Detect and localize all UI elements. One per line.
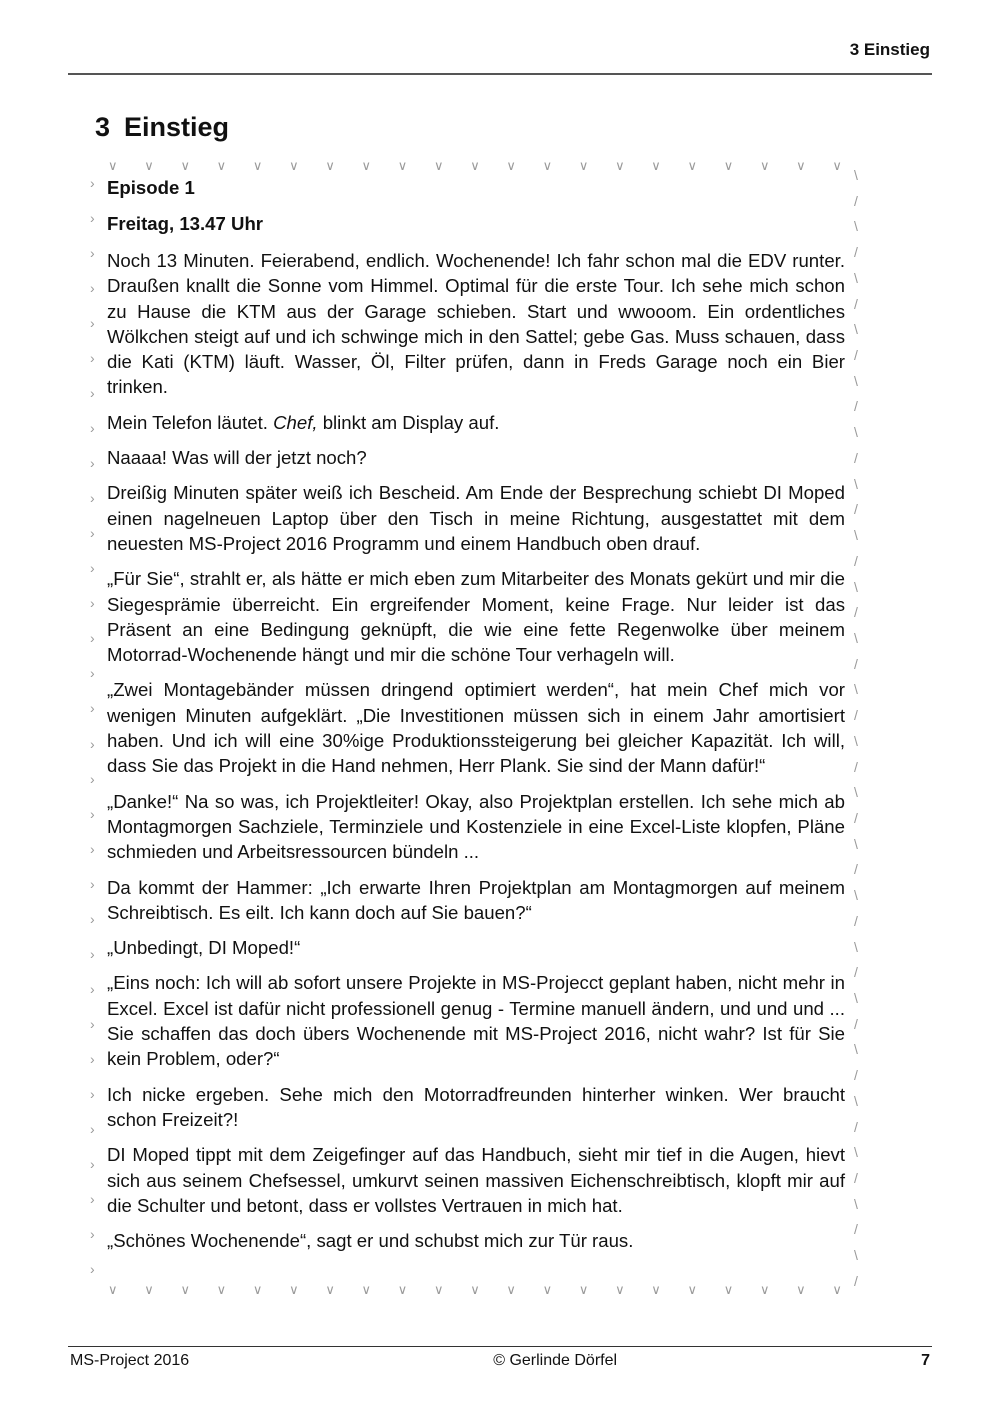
- chevron-icon: ∨: [723, 1282, 734, 1297]
- chevron-icon: ∨: [325, 1282, 335, 1297]
- page-number: 7: [921, 1352, 930, 1369]
- chevron-icon: ∨: [578, 158, 589, 173]
- chevron-icon: \: [854, 1144, 858, 1161]
- chevron-icon: ›: [90, 525, 95, 542]
- chevron-icon: ›: [90, 735, 95, 752]
- chevron-icon: ∨: [796, 158, 806, 173]
- paragraph: Da kommt der Hammer: „Ich erwarte Ihren Projektplan am Montagmorgen auf meinem Schreibtisch. Es eilt. Ich kann doch auf Sie bauen?“: [107, 876, 845, 923]
- chevron-icon: ›: [90, 1190, 95, 1207]
- chevron-icon: /: [854, 501, 858, 518]
- chevron-icon: ∨: [759, 1282, 770, 1297]
- chevron-border-left: [90, 176, 104, 1276]
- episode-box: [90, 158, 860, 1298]
- chevron-icon: \: [854, 321, 858, 338]
- chevron-icon: \: [854, 1092, 858, 1109]
- chevron-icon: /: [854, 655, 858, 672]
- chevron-icon: ›: [90, 1260, 95, 1277]
- chevron-icon: \: [854, 269, 858, 286]
- chevron-icon: ∨: [542, 1282, 553, 1297]
- chevron-icon: ∨: [542, 158, 553, 173]
- chevron-icon: ›: [90, 1155, 95, 1172]
- chevron-icon: ∨: [108, 158, 118, 173]
- chevron-icon: /: [854, 1015, 858, 1032]
- chevron-icon: ∨: [108, 1282, 118, 1297]
- chapter-name: Einstieg: [124, 112, 230, 142]
- chevron-icon: /: [854, 861, 858, 878]
- chevron-icon: /: [854, 809, 858, 826]
- chevron-icon: ∨: [832, 158, 842, 173]
- chevron-icon: \: [854, 1041, 858, 1058]
- chevron-icon: ∨: [723, 158, 734, 173]
- chevron-icon: ›: [90, 350, 95, 367]
- chevron-border-right: [854, 168, 868, 1288]
- paragraph: „Unbedingt, DI Moped!“: [107, 937, 301, 959]
- chevron-icon: ∨: [651, 158, 661, 173]
- chevron-icon: ›: [90, 455, 95, 472]
- chevron-icon: \: [854, 1247, 858, 1264]
- chevron-icon: ›: [90, 945, 95, 962]
- chevron-icon: /: [854, 1170, 858, 1187]
- chevron-icon: ∨: [796, 1282, 806, 1297]
- chevron-icon: ∨: [216, 1282, 227, 1297]
- footer-copyright: © Gerlinde Dörfel: [493, 1352, 618, 1369]
- chevron-icon: \: [854, 372, 858, 389]
- chevron-icon: \: [854, 578, 858, 595]
- chevron-icon: ›: [90, 1050, 95, 1067]
- chevron-icon: ›: [90, 910, 95, 927]
- paragraph: „Danke!“ Na so was, ich Projektleiter! Okay, also Projektplan erstellen. Ich sehe mich ab Montagmorgen Sachziele, Terminziele und Kostenziele in eine Excel-Liste klopfen, Pläne schmieden und Arbeitsressourcen bündeln ...: [107, 790, 845, 863]
- chevron-icon: ∨: [325, 158, 335, 173]
- chevron-icon: \: [854, 475, 858, 492]
- chevron-icon: ∨: [144, 1282, 154, 1297]
- chevron-border-bottom: [108, 1282, 842, 1298]
- chevron-icon: ∨: [832, 1282, 842, 1297]
- chapter-number: 3: [95, 112, 111, 142]
- chevron-icon: /: [854, 912, 858, 929]
- paragraph: „Für Sie“, strahlt er, als hätte er mich eben zum Mitarbeiter des Monats gekürt und mir die Siegesprämie überreicht. Ein ergreifender Moment, keine Frage. Nur leider ist das Präsent an eine Bedingung geknüpft, die wie eine fette Regenwolke über meinem Motorrad-Wochenende hängt und mir die schöne Tour verhageln will.: [107, 568, 845, 666]
- chevron-icon: /: [854, 398, 858, 415]
- chevron-icon: ∨: [144, 158, 154, 173]
- chevron-icon: ›: [90, 175, 95, 191]
- chevron-icon: \: [854, 732, 858, 749]
- paragraph: Noch 13 Minuten. Feierabend, endlich. Wochenende! Ich fahr schon mal die EDV runter. Draußen knallt die Sonne vom Himmel. Optimal für die erste Tour. Ich sehe mich schon zu Hause die KTM aus der Garage schieben. Start und wwooom. Ein ordentliches Wölkchen steigt auf und ich schwinge mich in den Sattel; gebe Gas. Muss schauen, dass die Kati (KTM) läuft. Wasser, Öl, Filter prüfen, dann in Freds Garage noch ein Bier trinken.: [107, 250, 845, 398]
- chevron-icon: \: [854, 835, 858, 852]
- chevron-icon: ›: [90, 315, 95, 332]
- chevron-icon: ›: [90, 1225, 95, 1242]
- chevron-icon: \: [854, 938, 858, 955]
- chevron-icon: /: [854, 707, 858, 724]
- chevron-icon: ›: [90, 560, 95, 577]
- chevron-icon: /: [854, 552, 858, 569]
- chevron-icon: /: [854, 295, 858, 312]
- paragraph: „Zwei Montagebänder müssen dringend optimiert werden“, hat mein Chef mich vor wenigen Minuten aufgeklärt. „Die Investitionen müssen sich in einem Jahr amortisiert haben. Und ich will eine 30%ige Produktionssteigerung bei gleicher Kapazität. Ich will, dass Sie das Projekt in die Hand nehmen, Herr Plank. Sie sind der Mann dafür!“: [107, 679, 845, 777]
- chevron-icon: ›: [90, 875, 95, 892]
- chapter-title: [95, 112, 229, 143]
- chevron-icon: ∨: [433, 1282, 444, 1297]
- chevron-icon: \: [854, 887, 858, 904]
- running-header: 3 Einstieg: [849, 40, 930, 59]
- chevron-icon: \: [854, 681, 858, 698]
- chevron-icon: ∨: [759, 158, 770, 173]
- chevron-icon: ∨: [687, 1282, 698, 1297]
- italic-chef: Chef,: [273, 411, 318, 433]
- paragraph: „Eins noch: Ich will ab sofort unsere Projekte in MS-Projecct geplant haben, nicht mehr in Excel. Excel ist dafür nicht professionell genug - Termine manuell ändern, und und und ... Sie schaffen das doch übers Wochenende mit MS-Project 2016, nicht wahr? Ist für Sie kein Problem, oder?“: [107, 972, 845, 1070]
- chevron-icon: \: [854, 527, 858, 544]
- chevron-icon: ∨: [361, 158, 372, 173]
- chevron-icon: ∨: [506, 1282, 516, 1297]
- chevron-icon: /: [854, 347, 858, 364]
- chevron-icon: ›: [90, 630, 95, 647]
- chevron-icon: ∨: [180, 1282, 190, 1297]
- chevron-icon: /: [854, 758, 858, 775]
- chevron-icon: ∨: [216, 158, 227, 173]
- chevron-icon: \: [854, 1195, 858, 1212]
- chevron-icon: ›: [90, 1015, 95, 1032]
- chevron-icon: ∨: [289, 158, 299, 173]
- paragraph-phone: Mein Telefon läutet. Chef, blinkt am Display auf.: [107, 411, 500, 433]
- chevron-icon: /: [854, 964, 858, 981]
- chevron-icon: ∨: [361, 1282, 372, 1297]
- chevron-icon: ∨: [615, 158, 625, 173]
- chevron-icon: ›: [90, 770, 95, 787]
- chevron-icon: ›: [90, 1120, 95, 1137]
- chevron-icon: ∨: [180, 158, 190, 173]
- chevron-icon: ›: [90, 280, 95, 297]
- chevron-border-top: [108, 158, 842, 174]
- chevron-icon: ∨: [615, 1282, 625, 1297]
- episode-heading: Episode 1: [107, 177, 195, 198]
- episode-content: [107, 176, 845, 1263]
- chevron-icon: ∨: [687, 158, 698, 173]
- chevron-icon: ›: [90, 1085, 95, 1102]
- chevron-icon: ›: [90, 665, 95, 682]
- chevron-icon: ›: [90, 385, 95, 402]
- chevron-icon: /: [854, 244, 858, 261]
- episode-subheading: Freitag, 13.47 Uhr: [107, 213, 264, 234]
- chevron-icon: ›: [90, 420, 95, 437]
- chevron-icon: ›: [90, 980, 95, 997]
- chevron-icon: /: [854, 604, 858, 621]
- chevron-icon: \: [854, 629, 858, 646]
- paragraph: Dreißig Minuten später weiß ich Bescheid. Am Ende der Besprechung schiebt DI Moped einen nagelneuen Laptop über den Tisch in meine Richtung, ausgestattet mit dem neuesten MS-Project 2016 Programm und einem Handbuch oben drauf.: [107, 482, 845, 554]
- footer-rule: [68, 1346, 932, 1347]
- chevron-icon: ∨: [397, 158, 408, 173]
- chevron-icon: ∨: [397, 1282, 408, 1297]
- chevron-icon: /: [854, 1118, 858, 1135]
- chevron-icon: /: [854, 1221, 858, 1238]
- chevron-icon: \: [854, 424, 858, 441]
- chevron-icon: ›: [90, 490, 95, 507]
- header-rule: [68, 73, 932, 75]
- chevron-icon: /: [854, 1272, 858, 1289]
- footer-book-title: MS-Project 2016: [70, 1352, 190, 1369]
- chevron-icon: ›: [90, 840, 95, 857]
- chevron-icon: /: [854, 192, 858, 209]
- paragraph: DI Moped tippt mit dem Zeigefinger auf das Handbuch, sieht mir tief in die Augen, hievt sich aus seinem Chefsessel, umkurvt seinen massiven Eichenschreibtisch, klopft mir auf die Schulter und betont, dass er vollstes Vertrauen in mich hat.: [107, 1144, 845, 1216]
- chevron-icon: \: [854, 167, 858, 183]
- chevron-icon: ›: [90, 245, 95, 262]
- chevron-icon: ∨: [252, 158, 263, 173]
- chevron-icon: ∨: [506, 158, 516, 173]
- chevron-icon: \: [854, 784, 858, 801]
- page-footer: [70, 1352, 930, 1370]
- chevron-icon: ∨: [289, 1282, 299, 1297]
- chevron-icon: ∨: [470, 158, 480, 173]
- chevron-icon: /: [854, 449, 858, 466]
- chevron-icon: /: [854, 1067, 858, 1084]
- paragraph: Naaaa! Was will der jetzt noch?: [107, 447, 367, 469]
- paragraph: „Schönes Wochenende“, sagt er und schubst mich zur Tür raus.: [107, 1230, 634, 1252]
- chevron-icon: ∨: [433, 158, 444, 173]
- chevron-icon: ›: [90, 805, 95, 822]
- chevron-icon: ∨: [252, 1282, 263, 1297]
- chevron-icon: ›: [90, 210, 95, 227]
- chevron-icon: ›: [90, 595, 95, 612]
- paragraph: Ich nicke ergeben. Sehe mich den Motorradfreunden hinterher winken. Wer braucht schon Freizeit?!: [107, 1083, 845, 1130]
- chevron-icon: \: [854, 990, 858, 1006]
- chevron-icon: ∨: [578, 1282, 589, 1297]
- chevron-icon: \: [854, 218, 858, 235]
- chevron-icon: ∨: [470, 1282, 480, 1297]
- chevron-icon: ›: [90, 700, 95, 717]
- chevron-icon: ∨: [651, 1282, 661, 1297]
